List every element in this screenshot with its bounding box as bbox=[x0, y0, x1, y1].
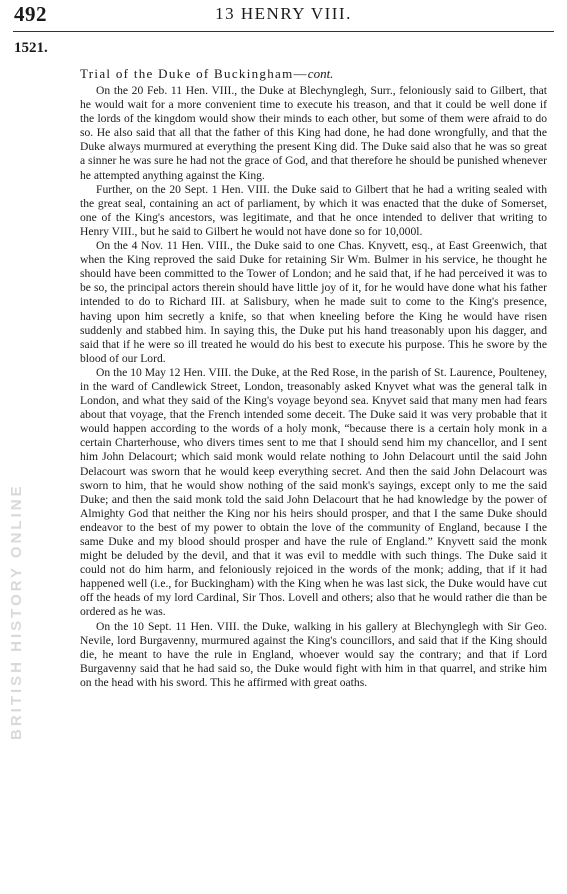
watermark bbox=[3, 370, 29, 750]
section-title bbox=[80, 66, 333, 82]
section-title-cont: cont. bbox=[307, 66, 334, 81]
year-marker: 1521. bbox=[14, 40, 48, 56]
paragraph: On the 20 Feb. 11 Hen. VIII., the Duke at Blechynglegh, Surr., feloniously said to Gilbert, that he would wait for a more convenient time to execute his treason, and that it could be well done if the lords of the kingdom would show their minds to each other, but some of them were afraid to do so. He also said that all that the father of this King had done, he had done wrongfully, and that the Duke always murmured at everything the present King did. The Duke said also that he was so great a sinner he was sure he had not the grace of God, and that therefore he should be punished whenever he attempted anything against the King. bbox=[80, 84, 547, 182]
paragraph: On the 10 May 12 Hen. VIII. the Duke, at the Red Rose, in the parish of St. Laurence, Poulteney, in the ward of Candlewick Street, London, treasonably asked Knyvet what was the general talk in London, and what they said of the King's voyage beyond sea. Knyvet said that many men had fears about that voyage, that the French intended some deceit. The Duke said it was very probable that it would happen according to the words of a holy monk, “because there is a certain holy monk in a certain Charterhouse, who divers times sent to me that I should send him my chancellor, and I sent him John Delacourt; which said monk would relate nothing to John Delacourt until the said John Delacourt was sworn that he would keep everything secret. And then the said John Delacourt was sworn to him, that he would show nothing of the said monk's sayings, except only to me the said Duke; and then the said monk told the said John Delacourt that he had knowledge by the power of Almighty God that neither the King nor his heirs should prosper, and that I the same Duke should endeavor to the best of my power to obtain the love of the community of England, because I the same Duke and my blood should prosper and have the rule of England.” Knyvett said the monk might be deluded by the devil, and that it was evil to meddle with such things. The Duke said it could not do him harm, and feloniously rejoiced in the words of the monk; adding, that if it had happened well (i.e., for Buckingham) with the King when he was last sick, the Duke would have cut off the heads of my lord Cardinal, Sir Thos. Lovell and others; also that he would rather die than be ordered as he was. bbox=[80, 365, 547, 619]
paragraph: On the 10 Sept. 11 Hen. VIII. the Duke, walking in his gallery at Blechynglegh with Sir Geo. Nevile, lord Burgavenny, murmured against the King's councillors, and said that if the King should die, he meant to have the rule in England, whoever would say the contrary; and that if Lord Burgavenny said that he had said so, the Duke would fight with him in that quarrel, and strike him on the head with his sword. This he affirmed with great oaths. bbox=[80, 619, 547, 689]
watermark-text: BRITISH HISTORY ONLINE bbox=[8, 483, 25, 740]
body-text bbox=[80, 84, 547, 690]
section-title-text: Trial of the Duke of Buckingham— bbox=[80, 66, 308, 81]
running-head: 13 HENRY VIII. bbox=[215, 4, 352, 23]
page-number: 492 bbox=[14, 2, 47, 26]
header-rule bbox=[13, 31, 554, 32]
paragraph: On the 4 Nov. 11 Hen. VIII., the Duke said to one Chas. Knyvett, esq., at East Greenwich, that when the King reproved the said Duke for retaining Sir Wm. Bulmer in his service, he thought he should have been committed to the Tower of London; and he said that, if he had perceived it was to be so, the principal actors therein should have little joy of it, for he would have done what his father intended to do to Richard III. at Salisbury, when he made suit to come to the King's presence, having upon him secretly a knife, so that when kneeling before the King he would have risen suddenly and stabbed him. In saying this, the Duke put his hand treasonably upon his dagger, and said that if he were so ill treated he would do his best to execute his purpose. This he swore by the blood of our Lord. bbox=[80, 239, 547, 365]
paragraph: Further, on the 20 Sept. 1 Hen. VIII. the Duke said to Gilbert that he had a writing sealed with the great seal, containing an act of parliament, by which it was enacted that the duke of Somerset, one of the King's ancestors, was legitimate, and that he once intended to deliver that writing to Henry VIII., but he said to Gilbert he would not have done so for 10,000l. bbox=[80, 182, 547, 238]
